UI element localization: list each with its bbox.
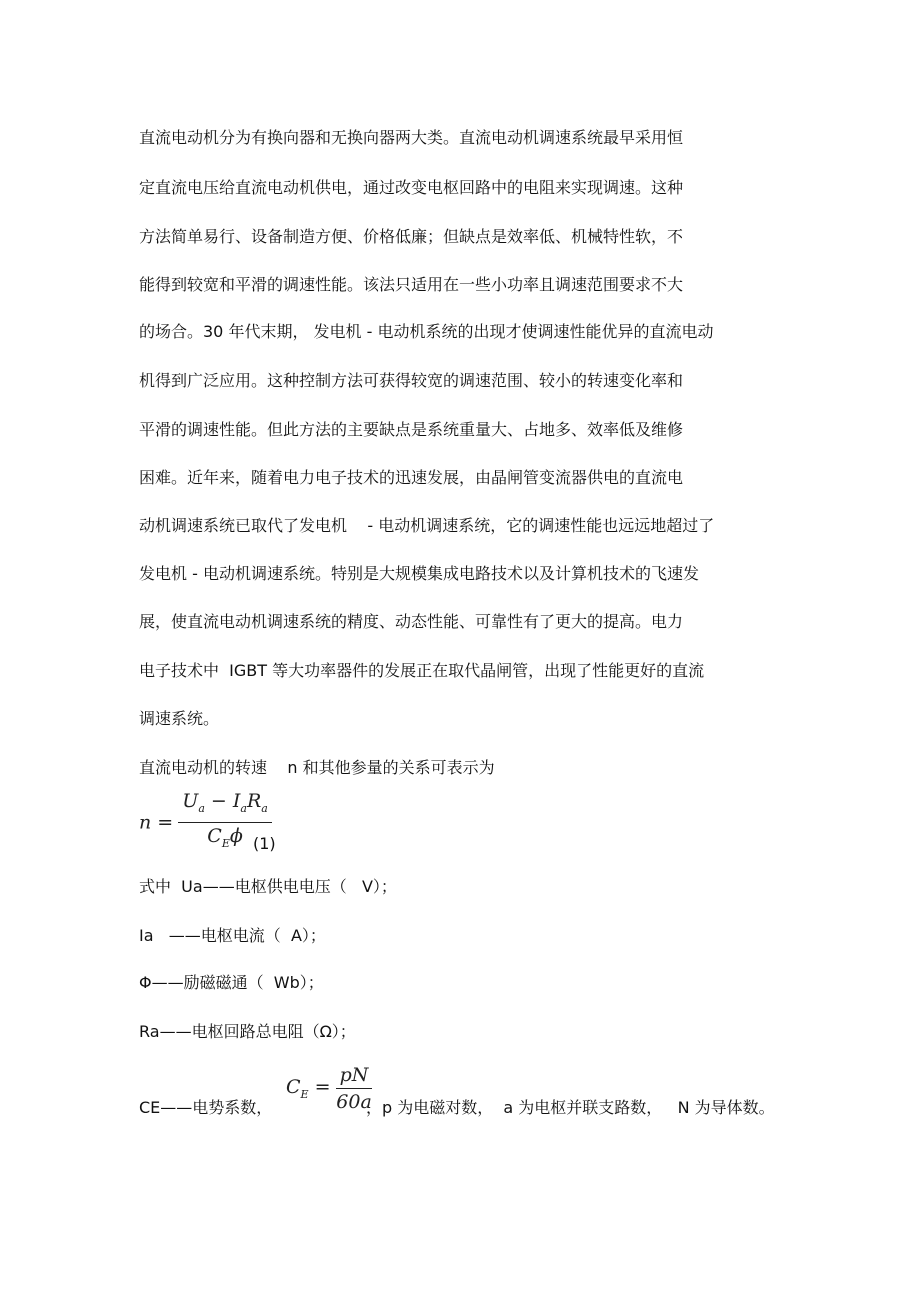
ce-suffix: ，p 为电磁对数， a 为电枢并联支路数， N 为导体数。 (366, 1098, 775, 1117)
paragraph-line-8: 困难。近年来，随着电力电子技术的迅速发展，由晶闸管变流器供电的直流电 (139, 468, 684, 487)
definition-phi: Φ——励磁磁通（ Wb）； (139, 973, 324, 992)
paragraph-line-1: 直流电动机分为有换向器和无换向器两大类。直流电动机调速系统最早采用恒 (139, 128, 684, 147)
intro-line: 直流电动机的转速 n 和其他参量的关系可表示为 (139, 758, 495, 777)
definition-ce: CE——电势系数， (139, 1098, 273, 1117)
paragraph-line-13: 调速系统。 (139, 709, 220, 728)
ce-denominator: 60a (336, 1091, 372, 1113)
paragraph-line-12: 电子技术中 IGBT 等大功率器件的发展正在取代晶闸管，出现了性能更好的直流 (139, 661, 705, 680)
paragraph-line-9: 动机调速系统已取代了发电机 - 电动机调速系统，它的调速性能也远远地超过了 (139, 516, 715, 535)
definition-ia: Ia ——电枢电流（ A）； (139, 926, 326, 945)
paragraph-line-4: 能得到较宽和平滑的调速性能。该法只适用在一些小功率且调速范围要求不大 (139, 275, 684, 294)
ce-formula: $C_E$ = $\frac{pN}{60a}$ (286, 1064, 372, 1113)
ce-formula-lhs: C (286, 1076, 301, 1099)
paragraph-line-6: 机得到广泛应用。这种控制方法可获得较宽的调速范围、较小的转速变化率和 (139, 371, 684, 390)
formula-denominator: $C_E\phi$ (207, 824, 243, 850)
paragraph-line-7: 平滑的调速性能。但此方法的主要缺点是系统重量大、占地多、效率低及维修 (139, 420, 684, 439)
formula-lhs: n = (139, 811, 174, 834)
paragraph-line-10: 发电机 - 电动机调速系统。特别是大规模集成电路技术以及计算机技术的飞速发 (139, 564, 699, 583)
paragraph-line-3: 方法简单易行、设备制造方便、价格低廉；但缺点是效率低、机械特性软，不 (139, 227, 684, 246)
formula-numerator: $U_a - I_aR_a$ (178, 790, 272, 823)
paragraph-line-2: 定直流电压给直流电动机供电，通过改变电枢回路中的电阻来实现调速。这种 (139, 178, 684, 197)
equation-number: (1) (253, 834, 276, 853)
paragraph-line-5: 的场合。30 年代末期， 发电机 - 电动机系统的出现才使调速性能优异的直流电动 (139, 322, 714, 341)
definition-ra: Ra——电枢回路总电阻（Ω）； (139, 1022, 356, 1041)
paragraph-line-11: 展，使直流电动机调速系统的精度、动态性能、可靠性有了更大的提高。电力 (139, 612, 684, 631)
speed-formula (139, 790, 272, 855)
ce-numerator: pN (336, 1064, 373, 1089)
definition-ua: 式中 Ua——电枢供电电压（ V）； (139, 877, 397, 896)
